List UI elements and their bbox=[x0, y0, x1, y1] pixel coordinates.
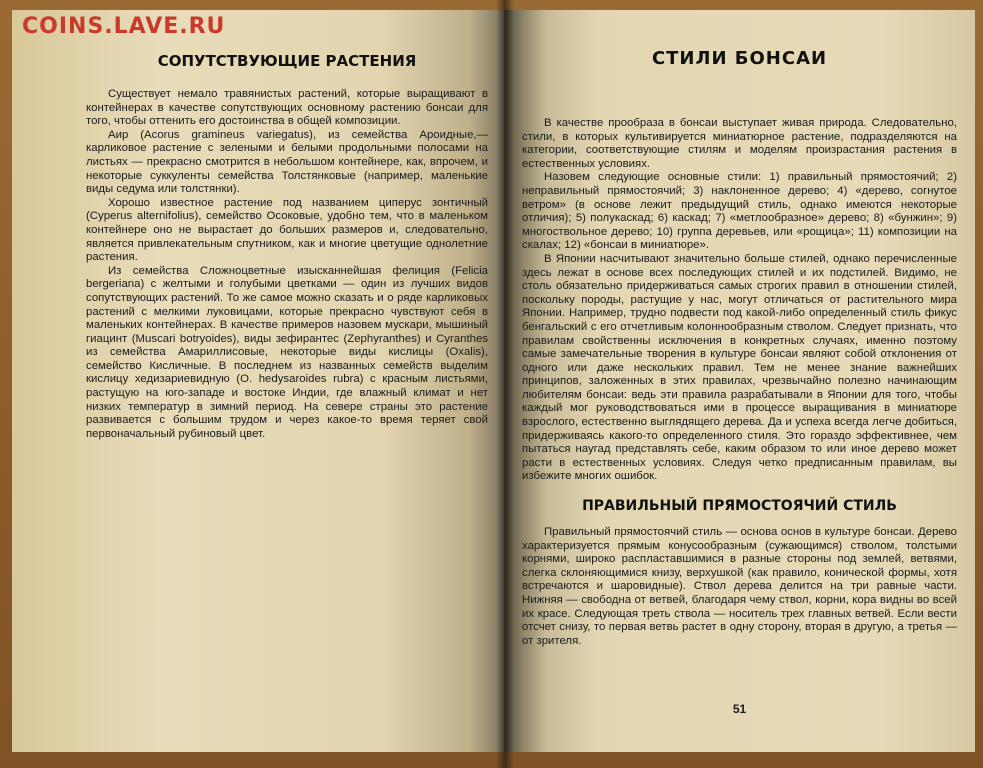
right-page-title: СТИЛИ БОНСАИ bbox=[651, 48, 828, 69]
right-paragraph: Назовем следующие основные стили: 1) правильный прямостоячий; 2) неправильный прямостоячий; 3) наклоненное дерево; 4) «дерево, согнутое ветром» (в основе лежит предыдущий стиль, однако имеются некоторые отличия); 5) полукаскад; 6) каскад; 7) «метлообразное» дерево; 8) «бунжин»; 9) многоствольное дерево; 10) группа деревьев, или «рощица»; 11) композиции на скалах; 12) «бонсаи в миниатюре». bbox=[522, 171, 957, 252]
left-paragraph: Хорошо известное растение под названием циперус зонтичный (Cyperus alternifolius), семейство Осоковые, удобно тем, что в маленьком контейнере оно не вырастает до больших размеров и, следовательно, является привлекательным спутником, как и многие цветущие однолетние растения. bbox=[86, 196, 488, 264]
right-paragraph: В качестве прообраза в бонсаи выступает живая природа. Следовательно, стили, в которых культивируется миниатюрное растение, подразделяются на категории, соответствующие стилям и моделям произрастания растения в естественных условиях. bbox=[522, 117, 957, 170]
left-page-title: СОПУТСТВУЮЩИЕ РАСТЕНИЯ bbox=[157, 52, 417, 70]
left-paragraph: Аир (Acorus gramineus variegatus), из семейства Ароидные,— карликовое растение с зелеными и белыми продольными полосами на листьях — прекрасно смотрится в небольшом контейнере, как, впрочем, и некоторые суккуленты семейства Толстянковые (например, маленькие виды седума или толстянки). bbox=[86, 128, 488, 196]
page-number: 51 bbox=[732, 702, 747, 716]
book-spine-shadow bbox=[496, 0, 514, 768]
watermark: COINS.LAVE.RU bbox=[22, 14, 226, 39]
left-paragraph: Из семейства Сложноцветные изысканнейшая фелиция (Felicia bergeriana) с желтыми и голубыми цветками — один из лучших видов сопутствующих растений. То же самое можно сказать и о ряде карликовых растений с мелкими луковицами, которые прекрасно чувствуют себя в маленьких контейнерах. В качестве примеров назовем мускари, мышиный гиацинт (Muscari botryoides), виды зефирантес (Zephyranthes) и Cyranthes из семейства Амариллисовые, некоторые виды кислицы (Oxalis), семейство Кисличные. В последнем из названных семейств выделим кислицу хедизариевидную (O. hedysaroides rubra) с красным листьями, растущую на юго-западе и востоке Индии, где влажный климат и нет низких температур в зимний период. На севере страны это растение развивается с большим трудом и через какое-то время теряет свой первоначальный рубиновый цвет. bbox=[86, 264, 488, 440]
left-paragraph: Существует немало травянистых растений, которые выращивают в контейнерах в качестве сопутствующих основному растению бонсаи для того, чтобы оттенить его достоинства в общей композиции. bbox=[86, 88, 488, 128]
right-paragraph: Правильный прямостоячий стиль — основа основ в культуре бонсаи. Дерево характеризуется прямым конусообразным (сужающимся) стволом, толстыми корнями, широко распластавшимися в разные стороны под землей, ветвями, слегка склоняющимися книзу, верхушкой (как правило, конической формы, хотя встречаются и шаровидные). Ствол дерева делится на три равные части. Нижняя — свободна от ветвей, благодаря чему ствол, корни, кора видны во всей их красе. Следующая треть ствола — носитель трех главных ветвей. Если вести отсчет снизу, то первая ветвь растет в одну сторону, вторая в другую, а третья — от зрителя. bbox=[522, 526, 957, 647]
section-subtitle: ПРАВИЛЬНЫЙ ПРЯМОСТОЯЧИЙ СТИЛЬ bbox=[582, 498, 897, 515]
right-page bbox=[504, 10, 975, 752]
left-page bbox=[12, 10, 504, 752]
right-paragraph: В Японии насчитывают значительно больше стилей, однако перечисленные здесь лежат в основе всех последующих стилей и их подстилей. Видимо, не столь обязательно придерживаться самых строгих правил в отношении стилей, поскольку породы, растущие у нас, могут отличаться от растительного мира Японии. Например, трудно подвести под какой-либо определенный стиль фикус бенгальский с его отчетливым колоннообразным стволом. Следует признать, что правилам свойственны исключения в конкретных случаях, именно поэтому самые замечательные творения в культуре бонсаи являют собой отклонения от одного или даже нескольких правил. Тем не менее знание важнейших принципов, заложенных в этих правилах, чрезвычайно полезно начинающим любителям бонсаи: ведь эти правила разрабатывали в Японии для того, чтобы каждый мог руководствоваться ими в процессе выращивания в миниатюре взрослого, естественно выглядящего дерева. Да и успеха всегда легче добиться, придерживаясь какого-то определенного стиля. Это гораздо эффективнее, чем пытаться наугад представлять себе, каким образом то или иное дерево может расти в естественных условиях. Следуя четко предписанным правилам, вы избежите многих ошибок. bbox=[522, 252, 957, 483]
